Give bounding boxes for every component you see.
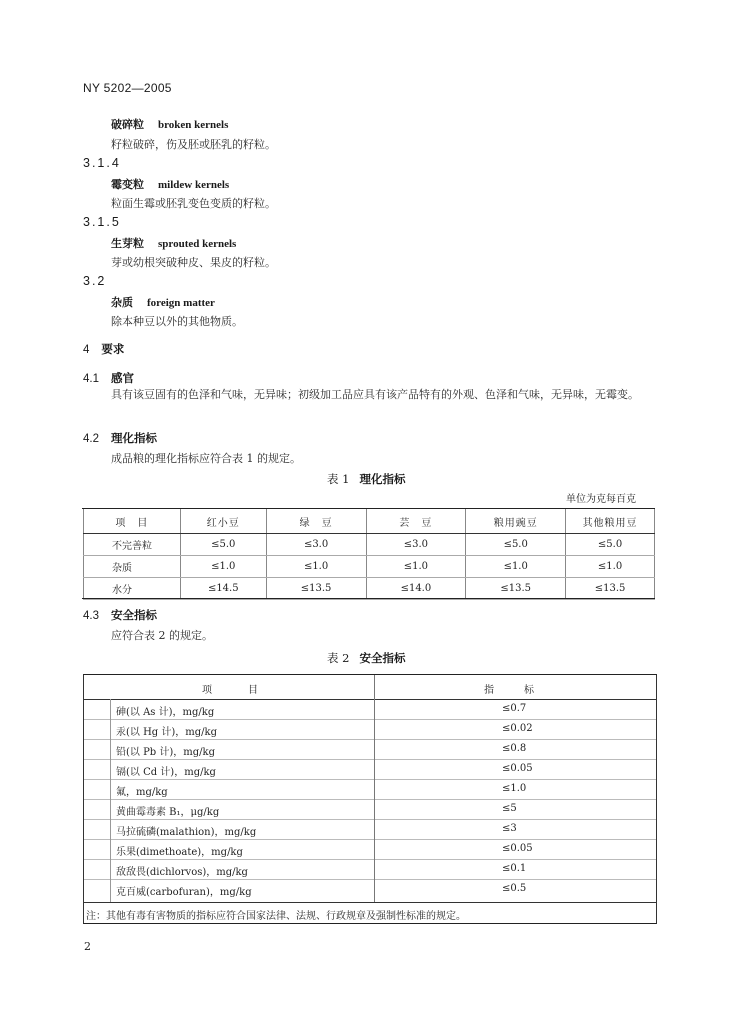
table2-caption-title: 安全指标 (359, 651, 406, 665)
table-cell: ≤1.0 (466, 556, 566, 578)
section-heading-requirements (83, 341, 124, 357)
term-zh: 杂质 (111, 296, 133, 309)
section-title: 要求 (101, 342, 125, 356)
table-cell: ≤3.0 (366, 534, 466, 556)
table-cell: 砷(以 As 计)，mg/kg (116, 707, 215, 718)
table-cell: ≤0.05 (502, 763, 533, 774)
term-zh: 生芽粒 (111, 237, 144, 250)
physicochemical-text: 成品粮的理化指标应符合表 1 的规定。 (111, 452, 301, 465)
table-cell: ≤3.0 (266, 534, 366, 556)
table1-caption-number: 表 1 (327, 472, 350, 486)
table-cell: ≤13.5 (266, 578, 366, 600)
table1-header-row (84, 509, 655, 534)
table2-note-row (84, 902, 656, 924)
table-cell: 氟，mg/kg (116, 787, 168, 798)
section-number: 4 (83, 344, 90, 356)
table1-caption (327, 471, 405, 487)
table1-col-mung-bean: 绿 豆 (266, 509, 366, 534)
section-title: 感官 (111, 371, 134, 385)
clause-number: 3.1.4 (83, 156, 121, 170)
table-cell: ≤1.0 (566, 556, 655, 578)
table2-left-rule (110, 699, 111, 902)
table-row (84, 759, 656, 780)
table-row (84, 799, 656, 820)
table2-note: 注：其他有毒有害物质的指标应符合国家法律、法规、行政规章及强制性标准的规定。 (86, 911, 466, 922)
table-row (84, 819, 656, 840)
term-zh: 破碎粒 (111, 118, 144, 131)
section-heading-sensory (83, 370, 134, 386)
table-cell: ≤0.7 (502, 703, 527, 714)
table-cell: ≤14.5 (180, 578, 266, 600)
term-sprouted-kernels (111, 235, 236, 251)
table-cell: 马拉硫磷(malathion)，mg/kg (116, 827, 257, 838)
table1-col-other: 其他粮用豆 (566, 509, 655, 534)
term-definition: 粒面生霉或胚乳变色变质的籽粒。 (111, 197, 276, 210)
table-row (84, 699, 656, 720)
section-number: 4.3 (83, 610, 99, 622)
table2-safety (83, 674, 657, 924)
table2-caption-number: 表 2 (327, 651, 350, 665)
table-cell: 乐果(dimethoate)，mg/kg (116, 847, 243, 858)
table1-col-item: 项 目 (84, 509, 181, 534)
table-cell: ≤5.0 (566, 534, 655, 556)
section-title: 安全指标 (111, 608, 157, 622)
table1-col-pea: 粮用豌豆 (466, 509, 566, 534)
table-cell: ≤0.1 (502, 863, 527, 874)
table2-header-row (84, 675, 656, 700)
table-cell: 铅(以 Pb 计)，mg/kg (116, 747, 216, 758)
table-cell: ≤0.8 (502, 743, 527, 754)
term-en: mildew kernels (158, 179, 230, 191)
clause-number: 3.2 (83, 274, 107, 288)
table-cell: ≤5.0 (466, 534, 566, 556)
table-cell: ≤5 (502, 803, 517, 814)
document-code: NY 5202—2005 (83, 81, 172, 95)
section-heading-physicochemical (83, 430, 157, 446)
table-row (84, 578, 655, 600)
safety-text: 应符合表 2 的规定。 (111, 629, 213, 642)
term-definition: 籽粒破碎，伤及胚或胚乳的籽粒。 (111, 138, 276, 151)
table-row (84, 779, 656, 800)
term-en: broken kernels (158, 119, 229, 131)
term-zh: 霉变粒 (111, 178, 144, 191)
table-row (84, 556, 655, 578)
table-row (84, 719, 656, 740)
section-title: 理化指标 (111, 431, 157, 445)
table-cell: 克百威(carbofuran)，mg/kg (116, 887, 252, 898)
table-cell: 黄曲霉毒素 B₁，μg/kg (116, 807, 220, 818)
section-heading-safety (83, 607, 157, 623)
section-number: 4.2 (83, 433, 99, 445)
table-cell: ≤13.5 (566, 578, 655, 600)
table1-col-red-bean: 红小豆 (180, 509, 266, 534)
table-cell: ≤0.5 (502, 883, 527, 894)
table-row (84, 739, 656, 760)
table2-col-limit: 指标 (484, 685, 564, 696)
table-row (84, 859, 656, 880)
table-cell: ≤13.5 (466, 578, 566, 600)
table-row (84, 879, 656, 899)
term-definition: 芽或幼根突破种皮、果皮的籽粒。 (111, 256, 276, 269)
table-cell: 汞(以 Hg 计)，mg/kg (116, 727, 217, 738)
term-definition: 除本种豆以外的其他物质。 (111, 315, 243, 328)
table2-caption (327, 650, 405, 666)
term-broken-kernels (111, 116, 228, 132)
table-cell: ≤5.0 (180, 534, 266, 556)
table1-physicochemical (83, 509, 655, 600)
term-en: foreign matter (147, 297, 215, 309)
section-number: 4.1 (83, 373, 99, 385)
table-cell: ≤1.0 (180, 556, 266, 578)
table-cell: ≤0.02 (502, 723, 533, 734)
table-cell: 水分 (84, 578, 181, 600)
table-cell: ≤1.0 (502, 783, 527, 794)
term-en: sprouted kernels (158, 238, 237, 250)
clause-number: 3.1.5 (83, 215, 121, 229)
table2-col-item: 项目 (202, 685, 294, 696)
table-cell: 镉(以 Cd 计)，mg/kg (116, 767, 216, 778)
page-number: 2 (84, 940, 91, 953)
table-cell: ≤14.0 (366, 578, 466, 600)
sensory-text: 具有该豆固有的色泽和气味，无异味；初级加工品应具有该产品特有的外观、色泽和气味，无异味，无霉变。 (111, 388, 639, 401)
term-mildew-kernels (111, 176, 229, 192)
table1-caption-title: 理化指标 (359, 472, 406, 486)
table-cell: ≤0.05 (502, 843, 533, 854)
table-row (84, 839, 656, 860)
table-cell: 不完善粒 (84, 534, 181, 556)
table-cell: ≤1.0 (366, 556, 466, 578)
table-row (84, 534, 655, 556)
table1-col-kidney-bean: 芸 豆 (366, 509, 466, 534)
table-cell: 敌敌畏(dichlorvos)，mg/kg (116, 867, 248, 878)
table2-column-divider (374, 675, 375, 902)
table-cell: ≤1.0 (266, 556, 366, 578)
table-cell: 杂质 (84, 556, 181, 578)
term-foreign-matter (111, 294, 215, 310)
table1-unit: 单位为克每百克 (566, 494, 636, 505)
table-cell: ≤3 (502, 823, 517, 834)
